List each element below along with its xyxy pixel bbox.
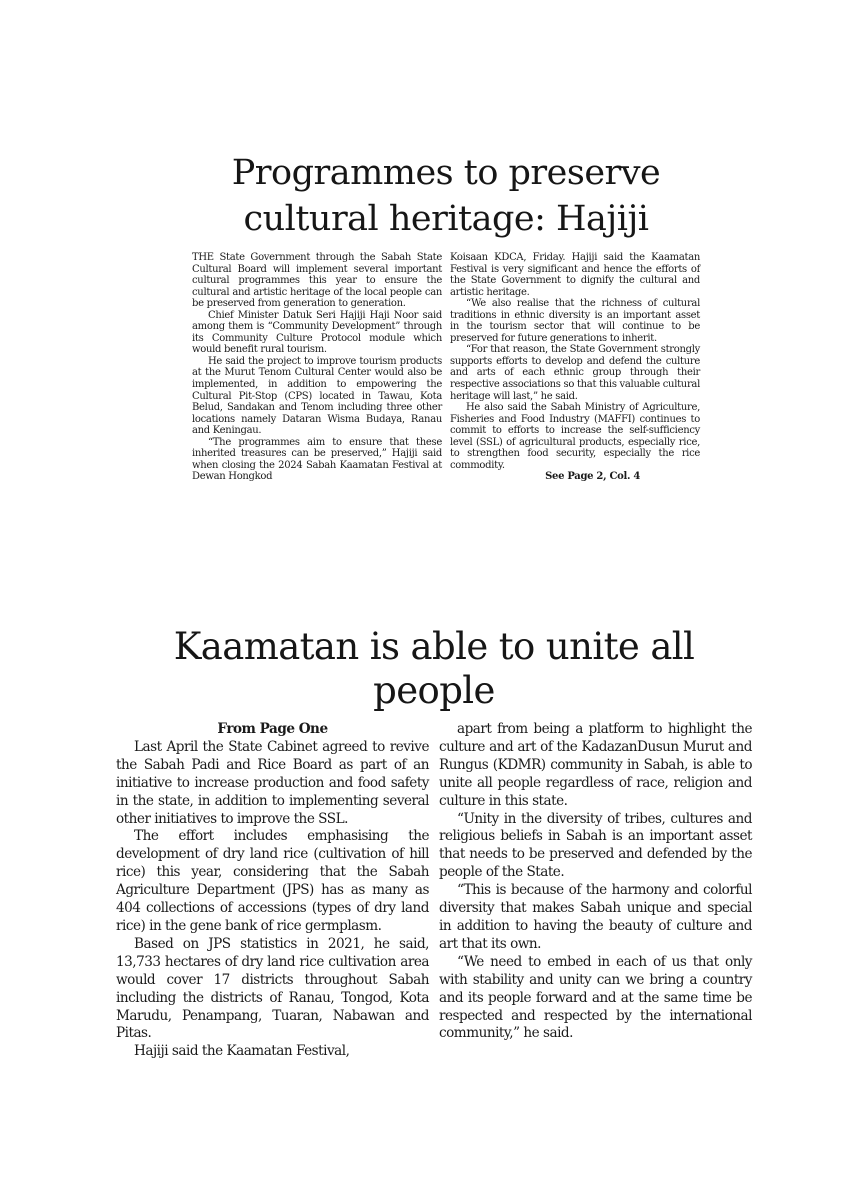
- article-headline: Kaamatan is able to unite all people: [173, 625, 695, 712]
- article-body: [192, 252, 700, 483]
- paragraph: Chief Minister Datuk Seri Hajiji Haji Noor said among them is “Community Development” through its Community Culture Protocol module which would benefit rural tourism.: [192, 309, 442, 356]
- headline-line-2: cultural heritage: Hajiji: [243, 199, 649, 239]
- paragraph: “We also realise that the richness of cultural traditions in ethnic diversity is an important asset in the tourism sector that will continue to be preserved for future generations to inherit.: [450, 298, 700, 344]
- article-kaamatan-unity: [116, 625, 752, 1061]
- paragraph: Last April the State Cabinet agreed to revive the Sabah Padi and Rice Board as part of an initiative to increase production and food safety in the state, in addition to implementing several other initiatives to improve the SSL.: [116, 738, 429, 827]
- continuation-dateline: From Page One: [217, 721, 328, 737]
- article-column-1: [192, 252, 442, 483]
- paragraph: “We need to embed in each of us that only with stability and unity can we bring a country and its people forward and at the same time be respected and respected by the international community,” he said.: [439, 953, 752, 1042]
- paragraph: He said the project to improve tourism products at the Murut Tenom Cultural Center would also be implemented, in addition to empowering the Cultural Pit-Stop (CPS) located in Tawau, Kota Belud, Sandakan and Tenom including three other locations namely Dataran Wisma Budaya, Ranau and Keningau.: [192, 355, 442, 437]
- paragraph: Koisaan KDCA, Friday. Hajiji said the Kaamatan Festival is very significant and hence the efforts of the State Government to dignify the cultural and artistic heritage.: [450, 252, 700, 298]
- paragraph: Hajiji said the Kaamatan Festival,: [134, 1043, 350, 1060]
- article-cultural-heritage: [192, 150, 700, 483]
- paragraph: “The programmes aim to ensure that these inherited treasures can be preserved,” Hajiji said when closing the 2024 Sabah Kaamatan Festival at Dewan Hongkod: [192, 436, 442, 483]
- paragraph: “This is because of the harmony and colorful diversity that makes Sabah unique and special in addition to having the beauty of culture and art that its own.: [439, 882, 752, 952]
- paragraph: Based on JPS statistics in 2021, he said, 13,733 hectares of dry land rice cultivation area would cover 17 districts throughout Sabah including the districts of Ranau, Tongod, Kota Marudu, Penampang, Tuaran, Nabawan and Pitas.: [116, 935, 429, 1042]
- article-body: [116, 721, 752, 1061]
- paragraph: He also said the Sabah Ministry of Agriculture, Fisheries and Food Industry (MAFFI) continues to commit to efforts to increase the self-sufficiency level (SSL) of agricultural products, especially rice, to strengthen food security, especially the rice commodity.: [450, 402, 700, 471]
- paragraph: “Unity in the diversity of tribes, cultures and religious beliefs in Sabah is an important asset that needs to be preserved and defended by the people of the State.: [439, 810, 752, 881]
- article-column-1: [116, 721, 429, 1061]
- article-column-2: [450, 252, 700, 483]
- article-headline: [192, 150, 700, 242]
- headline-line-1: Programmes to preserve: [231, 153, 661, 193]
- paragraph: “For that reason, the State Government strongly supports efforts to develop and defend the culture and arts of each ethnic group through their respective associations so that this valuable cultural heritage will last,” he said.: [450, 344, 700, 402]
- paragraph: apart from being a platform to highlight the culture and art of the KadazanDusun Murut and Rungus (KDMR) community in Sabah, is able to unite all people regardless of race, religion and culture in this state.: [439, 721, 752, 809]
- article-column-2: [439, 721, 752, 1061]
- continuation-note: See Page 2, Col. 4: [545, 471, 640, 483]
- paragraph: The effort includes emphasising the development of dry land rice (cultivation of hill rice) this year, considering that the Sabah Agriculture Department (JPS) has as many as 404 collections of accessions (types of dry land rice) in the gene bank of rice germplasm.: [116, 828, 429, 934]
- paragraph: THE State Government through the Sabah State Cultural Board will implement several important cultural programmes this year to ensure the cultural and artistic heritage of the local people can be preserved from generation to generation.: [192, 252, 442, 310]
